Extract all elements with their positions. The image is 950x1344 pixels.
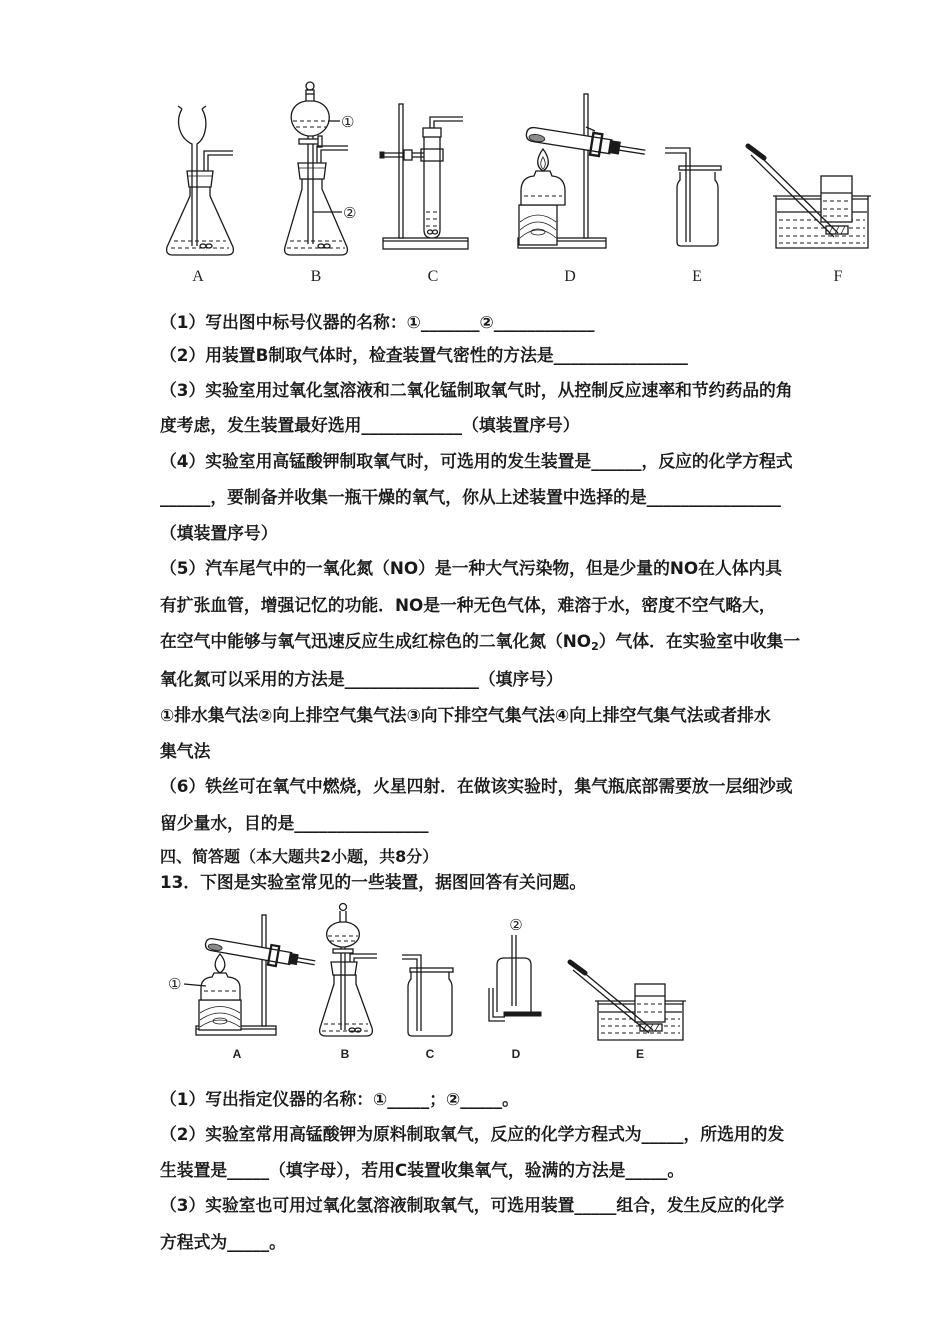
q13-part1-line: （1）写出指定仪器的名称：①_____；②_____。 bbox=[160, 1089, 519, 1109]
marker-1: ① bbox=[168, 975, 182, 993]
wooden-block bbox=[199, 1000, 241, 1030]
label-c: C bbox=[427, 268, 439, 285]
wooden-block bbox=[519, 205, 557, 245]
q13-part2-line-1: （2）实验室常用高锰酸钾为原料制取氧气，反应的化学方程式为_____，所选用的发 bbox=[160, 1124, 785, 1144]
label-d: D bbox=[511, 1047, 521, 1061]
rubber-stopper bbox=[331, 962, 357, 975]
label-a: A bbox=[192, 268, 204, 285]
alcohol-lamp bbox=[201, 954, 240, 1000]
conical-flask bbox=[320, 975, 373, 1036]
no2-line-before: 在空气中能够与氧气迅速反应生成红棕色的二氧化氮（NO bbox=[160, 631, 592, 651]
delivery-tube bbox=[350, 954, 377, 962]
q12-part1-line: （1）写出图中标号仪器的名称：①_______②____________ bbox=[160, 312, 595, 332]
figure-bottom-apparatus bbox=[0, 895, 950, 1070]
q12-part3-line-2: 度考虑，发生装置最好选用____________（填装置序号） bbox=[160, 415, 580, 435]
label-e: E bbox=[635, 1047, 645, 1061]
marker-1-callout bbox=[330, 113, 354, 131]
apparatus-a bbox=[167, 106, 234, 285]
label-b: B bbox=[310, 268, 322, 285]
conical-flask bbox=[167, 186, 234, 255]
apparatus-b bbox=[320, 904, 377, 1062]
q12-part5-line-1: （5）汽车尾气中的一氧化氮（NO）是一种大气污染物，但是少量的NO在人体内具 bbox=[160, 558, 783, 578]
apparatus-a bbox=[168, 915, 317, 1061]
inverted-gas-bottle bbox=[821, 176, 852, 222]
q13-intro: 13．下图是实验室常见的一些装置，据图回答有关问题。 bbox=[160, 872, 587, 892]
inverted-gas-bottle bbox=[635, 984, 665, 1022]
delivery-tube bbox=[317, 146, 348, 163]
apparatus-c bbox=[380, 104, 468, 285]
q12-part5-line-4: 氧化氮可以采用的方法是________________（填序号） bbox=[160, 669, 563, 689]
q12-part6-line-1: （6）铁丝可在氧气中燃烧，火星四射．在做该实验时，集气瓶底部需要放一层细沙或 bbox=[160, 776, 793, 796]
q13-part3-line-2: 方程式为_____。 bbox=[160, 1232, 286, 1252]
marker-1-callout bbox=[168, 975, 206, 993]
gas-collecting-bottle bbox=[677, 166, 721, 246]
apparatus-d bbox=[518, 94, 647, 285]
no2-subscript: 2 bbox=[591, 640, 599, 653]
apparatus-c bbox=[402, 955, 453, 1061]
figure-top-apparatus bbox=[0, 0, 950, 300]
q13-part3-line-1: （3）实验室也可用过氧化氢溶液制取氧气，可选用装置_____组合，发生反应的化学 bbox=[160, 1195, 785, 1215]
q12-part2-line: （2）用装置B制取气体时，检查装置气密性的方法是________________ bbox=[160, 345, 688, 365]
q12-part4-line-3: （填装置序号） bbox=[160, 523, 278, 543]
apparatus-d bbox=[489, 916, 541, 1061]
delivery-tube bbox=[430, 117, 463, 128]
bottle bbox=[497, 958, 541, 1016]
no2-line-after: ）气体．在实验室中收集一 bbox=[598, 631, 801, 651]
q13-part2-line-2: 生装置是_____（填字母），若用C装置收集氧气，验满的方法是_____。 bbox=[160, 1160, 685, 1180]
apparatus-b bbox=[285, 82, 357, 285]
section-heading: 四、简答题（本大题共2小题，共8分） bbox=[160, 847, 439, 866]
q12-part6-line-2: 留少量水，目的是________________ bbox=[160, 813, 429, 833]
alcohol-lamp bbox=[521, 149, 565, 205]
marker-2: ② bbox=[509, 916, 523, 934]
q12-part3-line-1: （3）实验室用过氧化氢溶液和二氧化锰制取氧气时，从控制反应速率和节约药品的角 bbox=[160, 380, 793, 400]
delivery-tube bbox=[204, 151, 233, 171]
test-tube bbox=[421, 128, 443, 238]
label-e: E bbox=[692, 268, 702, 285]
marker-1: ① bbox=[341, 113, 355, 131]
conical-flask bbox=[285, 179, 348, 255]
q12-part5-options-line-1: ①排水集气法②向上排空气集气法③向下排空气集气法④向上排空气集气法或者排水 bbox=[160, 705, 771, 725]
label-d: D bbox=[564, 268, 576, 285]
label-a: A bbox=[232, 1047, 242, 1061]
q12-part5-line-3 bbox=[160, 631, 800, 651]
label-c: C bbox=[425, 1047, 435, 1061]
q12-part4-line-2: ______，要制备并收集一瓶干燥的氧气，你从上述装置中选择的是________________ bbox=[160, 487, 781, 507]
q12-part5-options-line-2: 集气法 bbox=[160, 741, 211, 761]
marker-2: ② bbox=[343, 204, 357, 222]
q12-part4-line-1: （4）实验室用高锰酸钾制取氧气时，可选用的发生装置是______，反应的化学方程式 bbox=[160, 451, 793, 471]
apparatus-f bbox=[748, 146, 871, 285]
label-b: B bbox=[340, 1047, 350, 1061]
rubber-stopper bbox=[187, 171, 213, 187]
gas-collecting-bottle bbox=[408, 968, 453, 1036]
rubber-stopper bbox=[298, 163, 326, 179]
apparatus-e bbox=[665, 148, 721, 285]
q12-part5-line-2: 有扩张血管，增强记忆的功能．NO是一种无色气体，难溶于水，密度不空气略大， bbox=[160, 595, 776, 615]
apparatus-e bbox=[570, 962, 686, 1061]
label-f: F bbox=[833, 268, 843, 285]
